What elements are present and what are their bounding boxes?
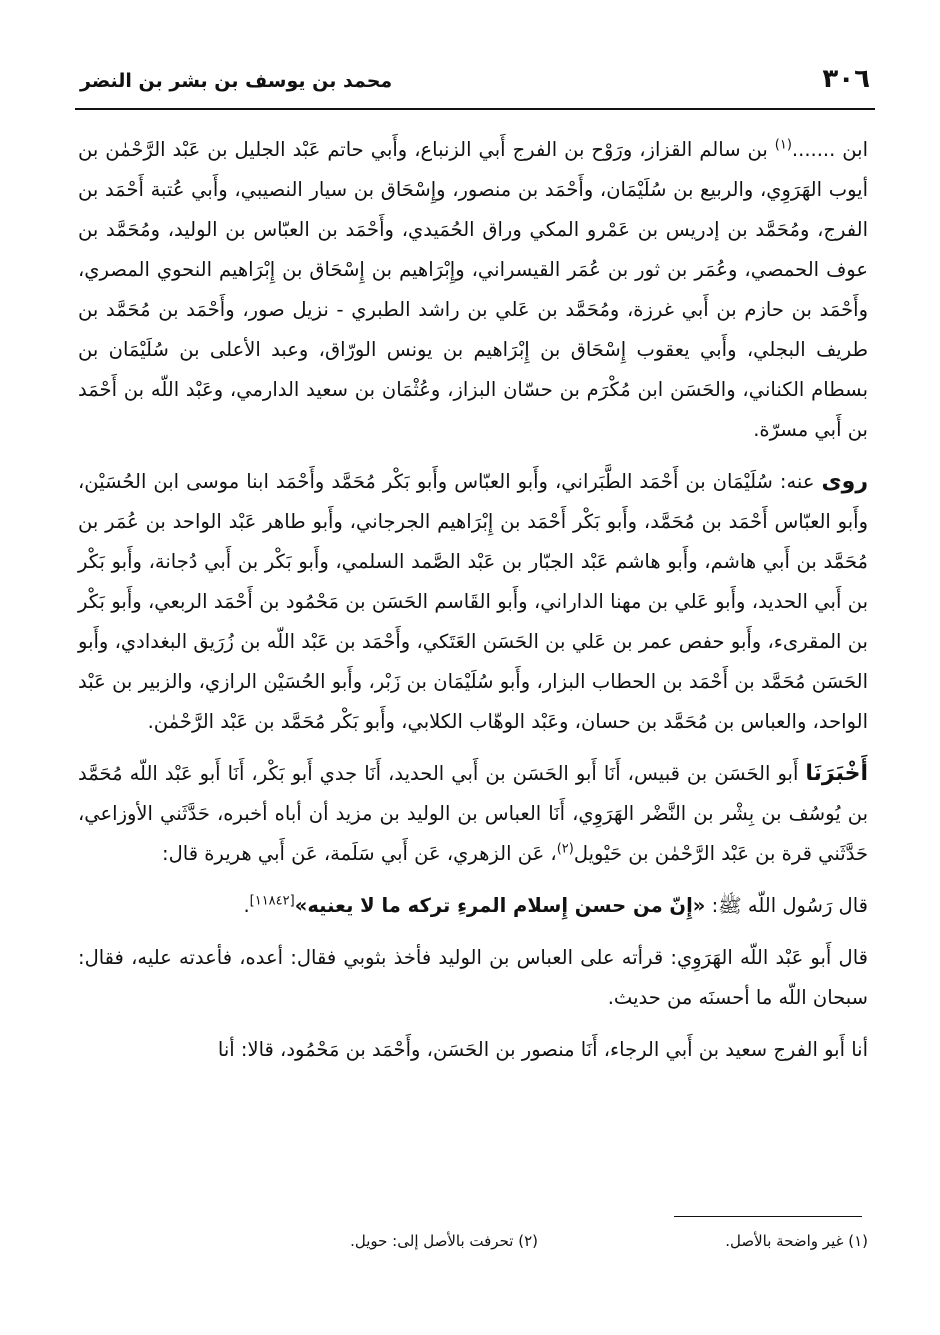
paragraph-isnad <box>78 754 868 874</box>
paragraph-spacer <box>78 742 868 754</box>
paragraph-teachers <box>78 130 868 450</box>
paragraph-next-isnad <box>78 1030 868 1070</box>
paragraph-text: أَبو الحَسَن بن قبيس، أَنَا أَبو الحَسَن بن أَبي الحديد، أَنَا جدي أَبو بَكْر، أَنَا أَبو عَبْد اللّه مُحَمَّد بن يُوسُف بن بِشْر بن النَّضْر الهَرَوِي، أَنَا العباس بن الوليد بن مزيد أن أباه أخبره، حَدَّثَني الأوزاعي، حَدَّثَني قرة بن عَبْد الرَّحْمٰن بن حَيْويل <box>78 762 868 865</box>
paragraph-text: قال رَسُول اللّه ﷺ: <box>705 894 868 917</box>
page-header <box>80 64 870 104</box>
paragraph-text: بن سالم القزاز، ورَوْح بن الفرج أَبي الزنباع، وأَبي حاتم عَبْد الجليل بن عَبْد الرَّحْمٰن بن أيوب الهَرَوِي، والربيع بن سُلَيْمَان، وأَحْمَد بن منصور، وإِسْحَاق بن سيار النصيبي، وأَبي عُتبة أَحْمَد بن الفرج، ومُحَمَّد بن إدريس بن عَمْرو المكي وراق الحُمَيدي، وأَحْمَد بن العبّاس بن الوليد، ومُحَمَّد بن عوف الحمصي، وعُمَر بن ثور بن عُمَر القيسراني، وإِبْرَاهيم بن إِسْحَاق بن إِبْرَاهيم النحوي المصري، وأَحْمَد بن حازم بن أَبي غرزة، ومُحَمَّد بن عَلي بن راشد الطبري - نزيل صور، وأَحْمَد بن مُحَمَّد بن طريف البجلي، وأَبي يعقوب إِسْحَاق بن إِبْرَاهيم بن يونس الورّاق، وعبد الأعلى بن سُلَيْمَان بن بسطام الكناني، والحَسَن ابن مُكْرَم بن حسّان البزاز، وعُثْمَان بن سعيد الدارمي، وعَبْد اللّه بن أَحْمَد بن أَبي مسرّة. <box>78 138 868 441</box>
main-text <box>78 130 868 1070</box>
paragraph-text: . <box>243 894 250 917</box>
paragraph-students <box>78 462 868 742</box>
paragraph-text: ، عَن الزهري، عَن أَبي سَلَمة، عَن أَبي هريرة قال: <box>162 842 557 865</box>
header-divider <box>75 108 875 110</box>
footnote-2: (٢) تحرفت بالأصل إلى: حويل. <box>350 1232 538 1250</box>
footnote-marker-2: (٢) <box>556 841 574 857</box>
paragraph-lead-word: روى <box>821 469 868 494</box>
paragraph-hadith <box>78 886 868 926</box>
paragraph-spacer <box>78 450 868 462</box>
paragraph-lead-word: أَخْبَرَنَا <box>805 761 868 786</box>
paragraph-comment <box>78 938 868 1018</box>
paragraph-text: قال أَبو عَبْد اللّه الهَرَوِي: قرأته على العباس بن الوليد فأخذ بثوبي فقال: أعده، فأعدته عليه، فقال: سبحان اللّه ما أحسنَه من حديث. <box>78 946 868 1009</box>
paragraph-spacer <box>78 874 868 886</box>
paragraph-spacer <box>78 926 868 938</box>
paragraph-text: عنه: سُلَيْمَان بن أَحْمَد الطَّبَراني، وأَبو العبّاس وأَبو بَكْر مُحَمَّد وأَحْمَد ابنا موسى ابن الحُسَيْن، وأَبو العبّاس أَحْمَد بن مُحَمَّد، وأَبو بَكْر أَحْمَد بن إِبْرَاهيم الجرجاني، وأَبو طاهر عَبْد الواحد بن عُمَر بن مُحَمَّد بن أَبي هاشم، وأَبو هاشم عَبْد الجبّار بن عَبْد الصَّمد السلمي، وأَبو بَكْر بن أَبي دُجانة، وأَبو بَكْر بن أَبي الحديد، وأَبو عَلي بن مهنا الداراني، وأَبو القَاسم الحَسَن بن مَحْمُود بن أَحْمَد الربعي، وأَبو بَكْر بن المقرىء، وأَبو حفص عمر بن عَلي بن الحَسَن العَتَكي، وأَحْمَد بن عَبْد اللّه بن زُرَيق البغدادي، وأَبو الحَسَن مُحَمَّد بن أَحْمَد بن الحطاب البزار، وأَبو سُلَيْمَان بن زَبْر، وأَبو الحُسَيْن الرازي، والزبير بن عَبْد الواحد، والعباس بن مُحَمَّد بن حسان، وعَبْد الوهّاب الكلابي، وأَبو بَكْر مُحَمَّد بن عَبْد الرَّحْمٰن. <box>78 470 868 733</box>
footnote-marker-1: (١) <box>774 137 792 153</box>
hadith-quote: «إِنّ من حسن إِسلام المرءِ تركه ما لا يعنيه» <box>294 894 706 917</box>
hadith-reference: [١١٨٤٢] <box>249 893 295 909</box>
running-title: محمد بن يوسف بن بشر بن النضر <box>80 70 393 92</box>
paragraph-text: أنا أَبو الفرج سعيد بن أَبي الرجاء، أَنَا منصور بن الحَسَن، وأَحْمَد بن مَحْمُود، قالا: أنا <box>217 1038 868 1061</box>
footnote-divider <box>674 1216 862 1217</box>
paragraph-text: ابن ....... <box>791 138 868 161</box>
paragraph-spacer <box>78 1018 868 1030</box>
page-number: ٣٠٦ <box>822 64 870 94</box>
footnotes <box>78 1232 868 1262</box>
footnote-1: (١) غير واضحة بالأصل. <box>725 1232 868 1250</box>
